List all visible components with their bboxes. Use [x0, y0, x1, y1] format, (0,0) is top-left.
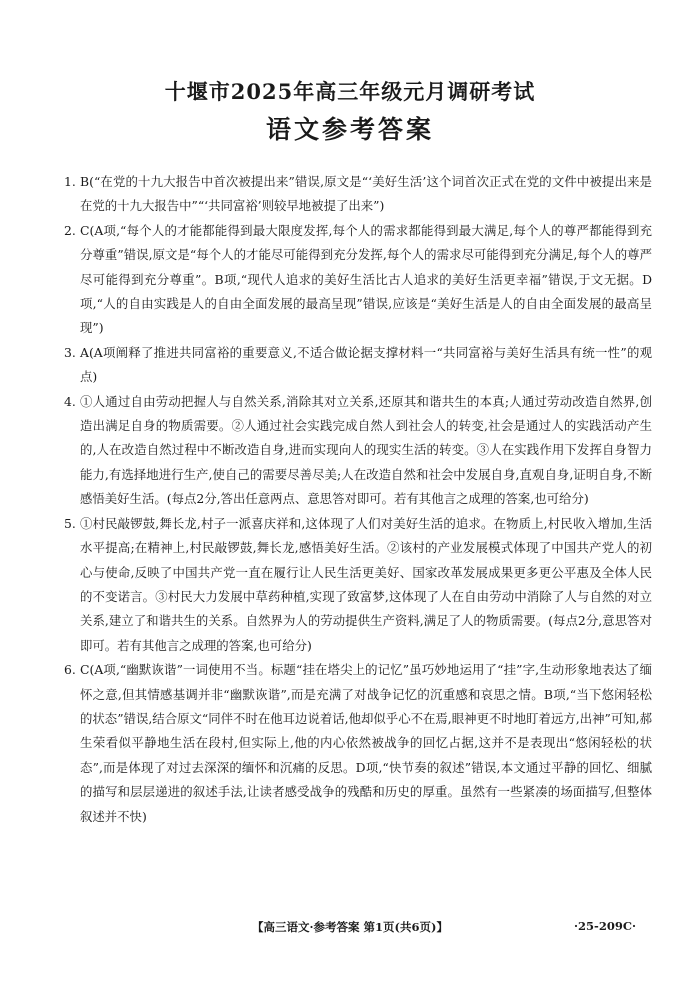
- answer-text: ①村民敲锣鼓,舞长龙,村子一派喜庆祥和,这体现了人们对美好生活的追求。在物质上,村民收入增加,生活水平提高;在精神上,村民敲锣鼓,舞长龙,感悟美好生活。②该村的产业发展模式体现了中国共产党人的初心与使命,反映了中国共产党一直在履行让人民生活更美好、国家改革发展成果更多更公平惠及全体人民的不变诺言。③村民大力发展中草药种植,实现了致富梦,这体现了人在自由劳动中消除了人与自然的对立关系,建立了和谐共生的关系。自然界为人的劳动提供生产资料,满足了人的物质需要。(每点2分,意思答对即可。若有其他言之成理的答案,也可给分): [80, 515, 652, 653]
- answer-item-1: [64, 170, 652, 219]
- answer-number: 3.: [64, 344, 76, 360]
- answer-item-3: [64, 341, 652, 390]
- answer-list: [64, 170, 652, 829]
- answer-item-5: [64, 512, 652, 658]
- page-footer: [0, 919, 700, 939]
- answer-number: 1.: [64, 174, 76, 189]
- answer-number: 5.: [64, 515, 76, 531]
- answer-number: 2.: [64, 222, 76, 238]
- answer-item-6: [64, 658, 652, 829]
- footer-page-label: 【高三语文·参考答案 第1页(共6页)】: [252, 920, 448, 934]
- page-title: 语文参考答案: [265, 115, 434, 144]
- answer-text: B(“在党的十九大报告中首次被提出来”错误,原文是“‘美好生活’这个词首次正式在党的文件中被提出来是在党的十九大报告中”“‘共同富裕’则较早地被提了出来”): [80, 174, 652, 214]
- answer-text: ①人通过自由劳动把握人与自然关系,消除其对立关系,还原其和谐共生的本真;人通过劳动改造自然界,创造出满足自身的物质需要。②人通过社会实践完成自然人到社会人的转变,社会是通过人的实践活动产生的,人在改造自然过程中不断改造自身,进而实现向人的现实生活的转变。③人在实践作用下发挥自身智力能力,有选择地进行生产,使自己的需要尽善尽美;人在改造自然和社会中发展自身,直观自身,证明自身,不断感悟美好生活。(每点2分,答出任意两点、意思答对即可。若有其他言之成理的答案,也可给分): [80, 393, 652, 507]
- answer-number: 6.: [64, 662, 76, 678]
- footer-doc-code: ·25-209C·: [574, 919, 636, 933]
- answer-text: C(A项,“每个人的才能都能得到最大限度发挥,每个人的需求都能得到最大满足,每个人的尊严都能得到充分尊重”错误,原文是“每个人的才能尽可能得到充分发挥,每个人的需求尽可能得到充分满足,每个人的尊严尽可能得到充分尊重”。B项,“现代人追求的美好生活比古人追求的美好生活更幸福”错误,于文无据。D项,“人的自由实践是人的自由全面发展的最高呈现”错误,应该是“美好生活是人的自由全面发展的最高呈现”): [80, 222, 652, 336]
- answer-item-4: [64, 390, 652, 512]
- answer-text: A(A项阐释了推进共同富裕的重要意义,不适合做论据支撑材料一“共同富裕与美好生活具有统一性”的观点): [80, 344, 652, 385]
- answer-text: C(A项,“幽默诙谐”一词使用不当。标题“挂在塔尖上的记忆”虽巧妙地运用了“挂”字,生动形象地表达了缅怀之意,但其情感基调并非“幽默诙谐”,而是充满了对战争记忆的沉重感和哀思之情。B项,“当下悠闲轻松的状态”错误,结合原文“同伴不时在他耳边说着话,他却似乎心不在焉,眼神更不时地盯着远方,出神”可知,郝生荣看似平静地生活在段村,但实际上,他的内心依然被战争的回忆占据,这并不是表现出“悠闲轻松的状态”,而是体现了对过去深深的缅怀和沉痛的反思。D项,“快节奏的叙述”错误,本文通过平静的回忆、细腻的描写和层层递进的叙述手法,让读者感受战争的残酷和历史的厚重。虽然有一些紧凑的场面描写,但整体叙述并不快): [80, 662, 652, 824]
- answer-number: 4.: [64, 393, 76, 409]
- answer-item-2: [64, 219, 652, 341]
- exam-title: 十堰市2025年高三年级元月调研考试: [164, 79, 536, 104]
